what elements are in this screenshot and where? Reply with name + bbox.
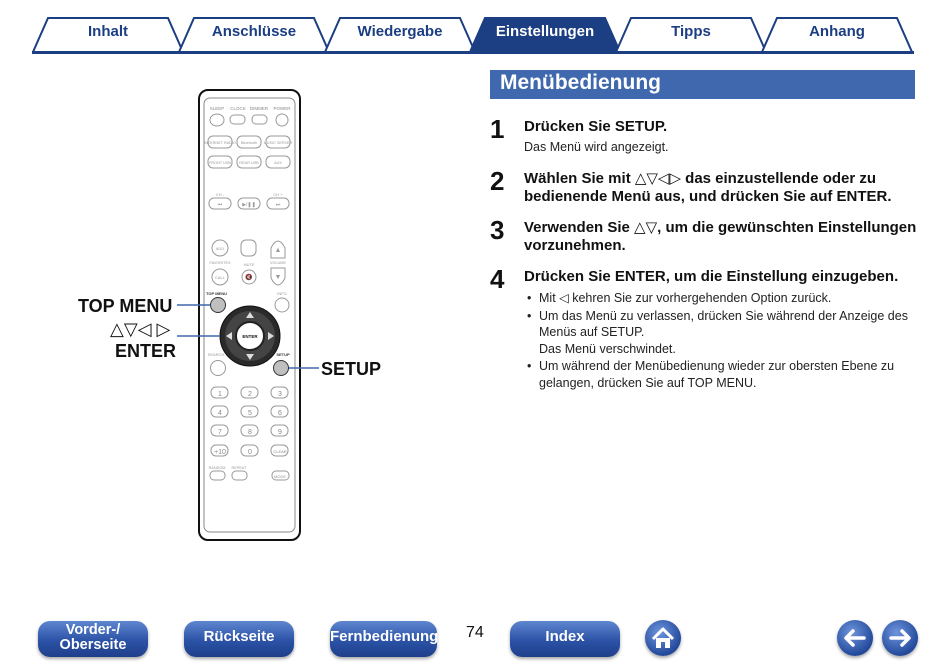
nav-label: Index [545, 628, 585, 645]
step-text-line1: Verwenden Sie △▽, um die gewünschten Einstellungen [524, 219, 917, 236]
step-number: 2 [490, 166, 505, 196]
back-button[interactable] [837, 620, 873, 656]
home-icon [645, 620, 681, 656]
tab-label: Anschlüsse [211, 23, 297, 40]
svg-text:⏮: ⏮ [217, 202, 223, 208]
svg-text:5: 5 [248, 410, 252, 417]
svg-text:6: 6 [278, 410, 282, 417]
svg-text:CH +: CH + [273, 192, 283, 197]
note-item: • Um während der Menübedienung wieder zur obersten Ebene zu gelangen, drücken Sie auf TOP MENU. [524, 358, 919, 391]
svg-text:2: 2 [248, 391, 252, 398]
svg-text:🔇: 🔇 [245, 275, 253, 281]
svg-text:CLOCK: CLOCK [230, 106, 246, 111]
tab-anschluesse[interactable] [178, 16, 330, 52]
step-text: Drücken Sie SETUP. [524, 118, 668, 135]
callout-top-menu: TOP MENU [78, 296, 173, 316]
tab-label: Wiedergabe [357, 23, 443, 40]
tab-anhang[interactable] [761, 16, 913, 52]
step-number: 4 [490, 264, 505, 294]
svg-text:TOP MENU: TOP MENU [206, 291, 227, 296]
tab-label: Tipps [671, 23, 711, 40]
note-continuation: Das Menü verschwindet. [539, 341, 676, 356]
tab-wiedergabe[interactable] [324, 16, 476, 52]
svg-text:1: 1 [218, 391, 222, 398]
svg-text:FRONT USB: FRONT USB [209, 161, 231, 165]
step-number: 3 [490, 215, 505, 245]
svg-text:Bluetooth: Bluetooth [240, 141, 258, 145]
tab-inhalt[interactable] [32, 16, 184, 52]
nav-label-line1: Vorder-/ [65, 622, 121, 638]
remote-button[interactable] [330, 621, 437, 657]
svg-text:7: 7 [218, 429, 222, 436]
page-number: 74 [466, 624, 484, 641]
note-item: • Mit ◁ kehren Sie zur vorhergehenden Option zurück. [524, 290, 919, 307]
svg-text:SEARCH: SEARCH [207, 352, 225, 357]
svg-text:AUX: AUX [274, 161, 282, 165]
nav-label: Rückseite [203, 628, 275, 645]
svg-text:REAR USB: REAR USB [239, 161, 259, 165]
svg-text:+10: +10 [214, 449, 226, 456]
svg-text:▲: ▲ [274, 247, 282, 254]
svg-text:INTERNET RADIO: INTERNET RADIO [204, 141, 236, 145]
svg-text:CALL: CALL [214, 275, 226, 280]
arrow-left-icon [837, 620, 873, 656]
svg-text:3: 3 [278, 391, 282, 398]
step-subtext: Das Menü wird angezeigt. [524, 140, 669, 154]
svg-text:REPEAT: REPEAT [231, 466, 247, 470]
svg-text:ENTER: ENTER [242, 334, 258, 339]
tab-label: Einstellungen [495, 23, 595, 40]
tab-einstellungen[interactable] [469, 16, 621, 52]
svg-text:CLEAR: CLEAR [273, 449, 287, 454]
arrow-right-icon [882, 620, 918, 656]
step-number: 1 [490, 114, 505, 144]
svg-text:POWER: POWER [273, 106, 291, 111]
svg-text:▼: ▼ [274, 274, 282, 281]
tab-bar [32, 16, 914, 54]
step-text-line1: Wählen Sie mit △▽◁▷ das einzustellende oder zu [524, 170, 877, 187]
svg-text:VOLUME: VOLUME [269, 261, 287, 265]
callout-arrows: △▽◁ ▷ [110, 319, 171, 339]
callout-enter: ENTER [115, 341, 177, 361]
tab-label: Inhalt [88, 23, 128, 40]
step-text-line2: vorzunehmen. [524, 237, 626, 254]
index-button[interactable] [510, 621, 620, 657]
svg-text:4: 4 [218, 410, 222, 417]
svg-text:MUSIC SERVER: MUSIC SERVER [263, 141, 293, 145]
step-text: Drücken Sie ENTER, um die Einstellung einzugeben. [524, 268, 899, 285]
nav-label-line2: Oberseite [59, 637, 127, 653]
svg-text:MODE: MODE [274, 474, 286, 479]
nav-label: Fernbedienung [330, 628, 439, 645]
svg-text:⏭: ⏭ [275, 202, 281, 208]
home-button[interactable] [645, 620, 681, 656]
svg-text:CH -: CH - [215, 192, 225, 197]
svg-text:▶/❚❚: ▶/❚❚ [242, 202, 256, 208]
svg-text:FAVORITES: FAVORITES [209, 261, 231, 265]
forward-button[interactable] [882, 620, 918, 656]
note-item: • Um das Menü zu verlassen, drücken Sie während der Anzeige des Menüs auf SETUP. Das Menü verschwindet. [524, 308, 919, 358]
svg-text:9: 9 [278, 429, 282, 436]
svg-text:8: 8 [248, 429, 252, 436]
tab-tipps[interactable] [615, 16, 767, 52]
front-back-button[interactable] [38, 621, 148, 657]
svg-text:DIMMER: DIMMER [249, 106, 269, 111]
step-4-notes [524, 290, 919, 392]
tab-underline [32, 51, 914, 54]
section-title: Menübedienung [500, 71, 661, 94]
svg-text:RANDOM: RANDOM [208, 466, 226, 470]
svg-text:ADD: ADD [215, 246, 225, 251]
svg-text:SLEEP: SLEEP [209, 106, 225, 111]
step-text-line2: bedienende Menü aus, und drücken Sie auf ENTER. [524, 188, 892, 205]
svg-text:SETUP: SETUP [276, 352, 290, 357]
svg-text:0: 0 [248, 449, 252, 456]
tab-label: Anhang [809, 23, 865, 40]
svg-text:MUTE: MUTE [243, 263, 255, 267]
svg-text:INFO: INFO [277, 291, 287, 296]
callout-setup: SETUP [321, 359, 382, 379]
rear-button[interactable] [184, 621, 294, 657]
